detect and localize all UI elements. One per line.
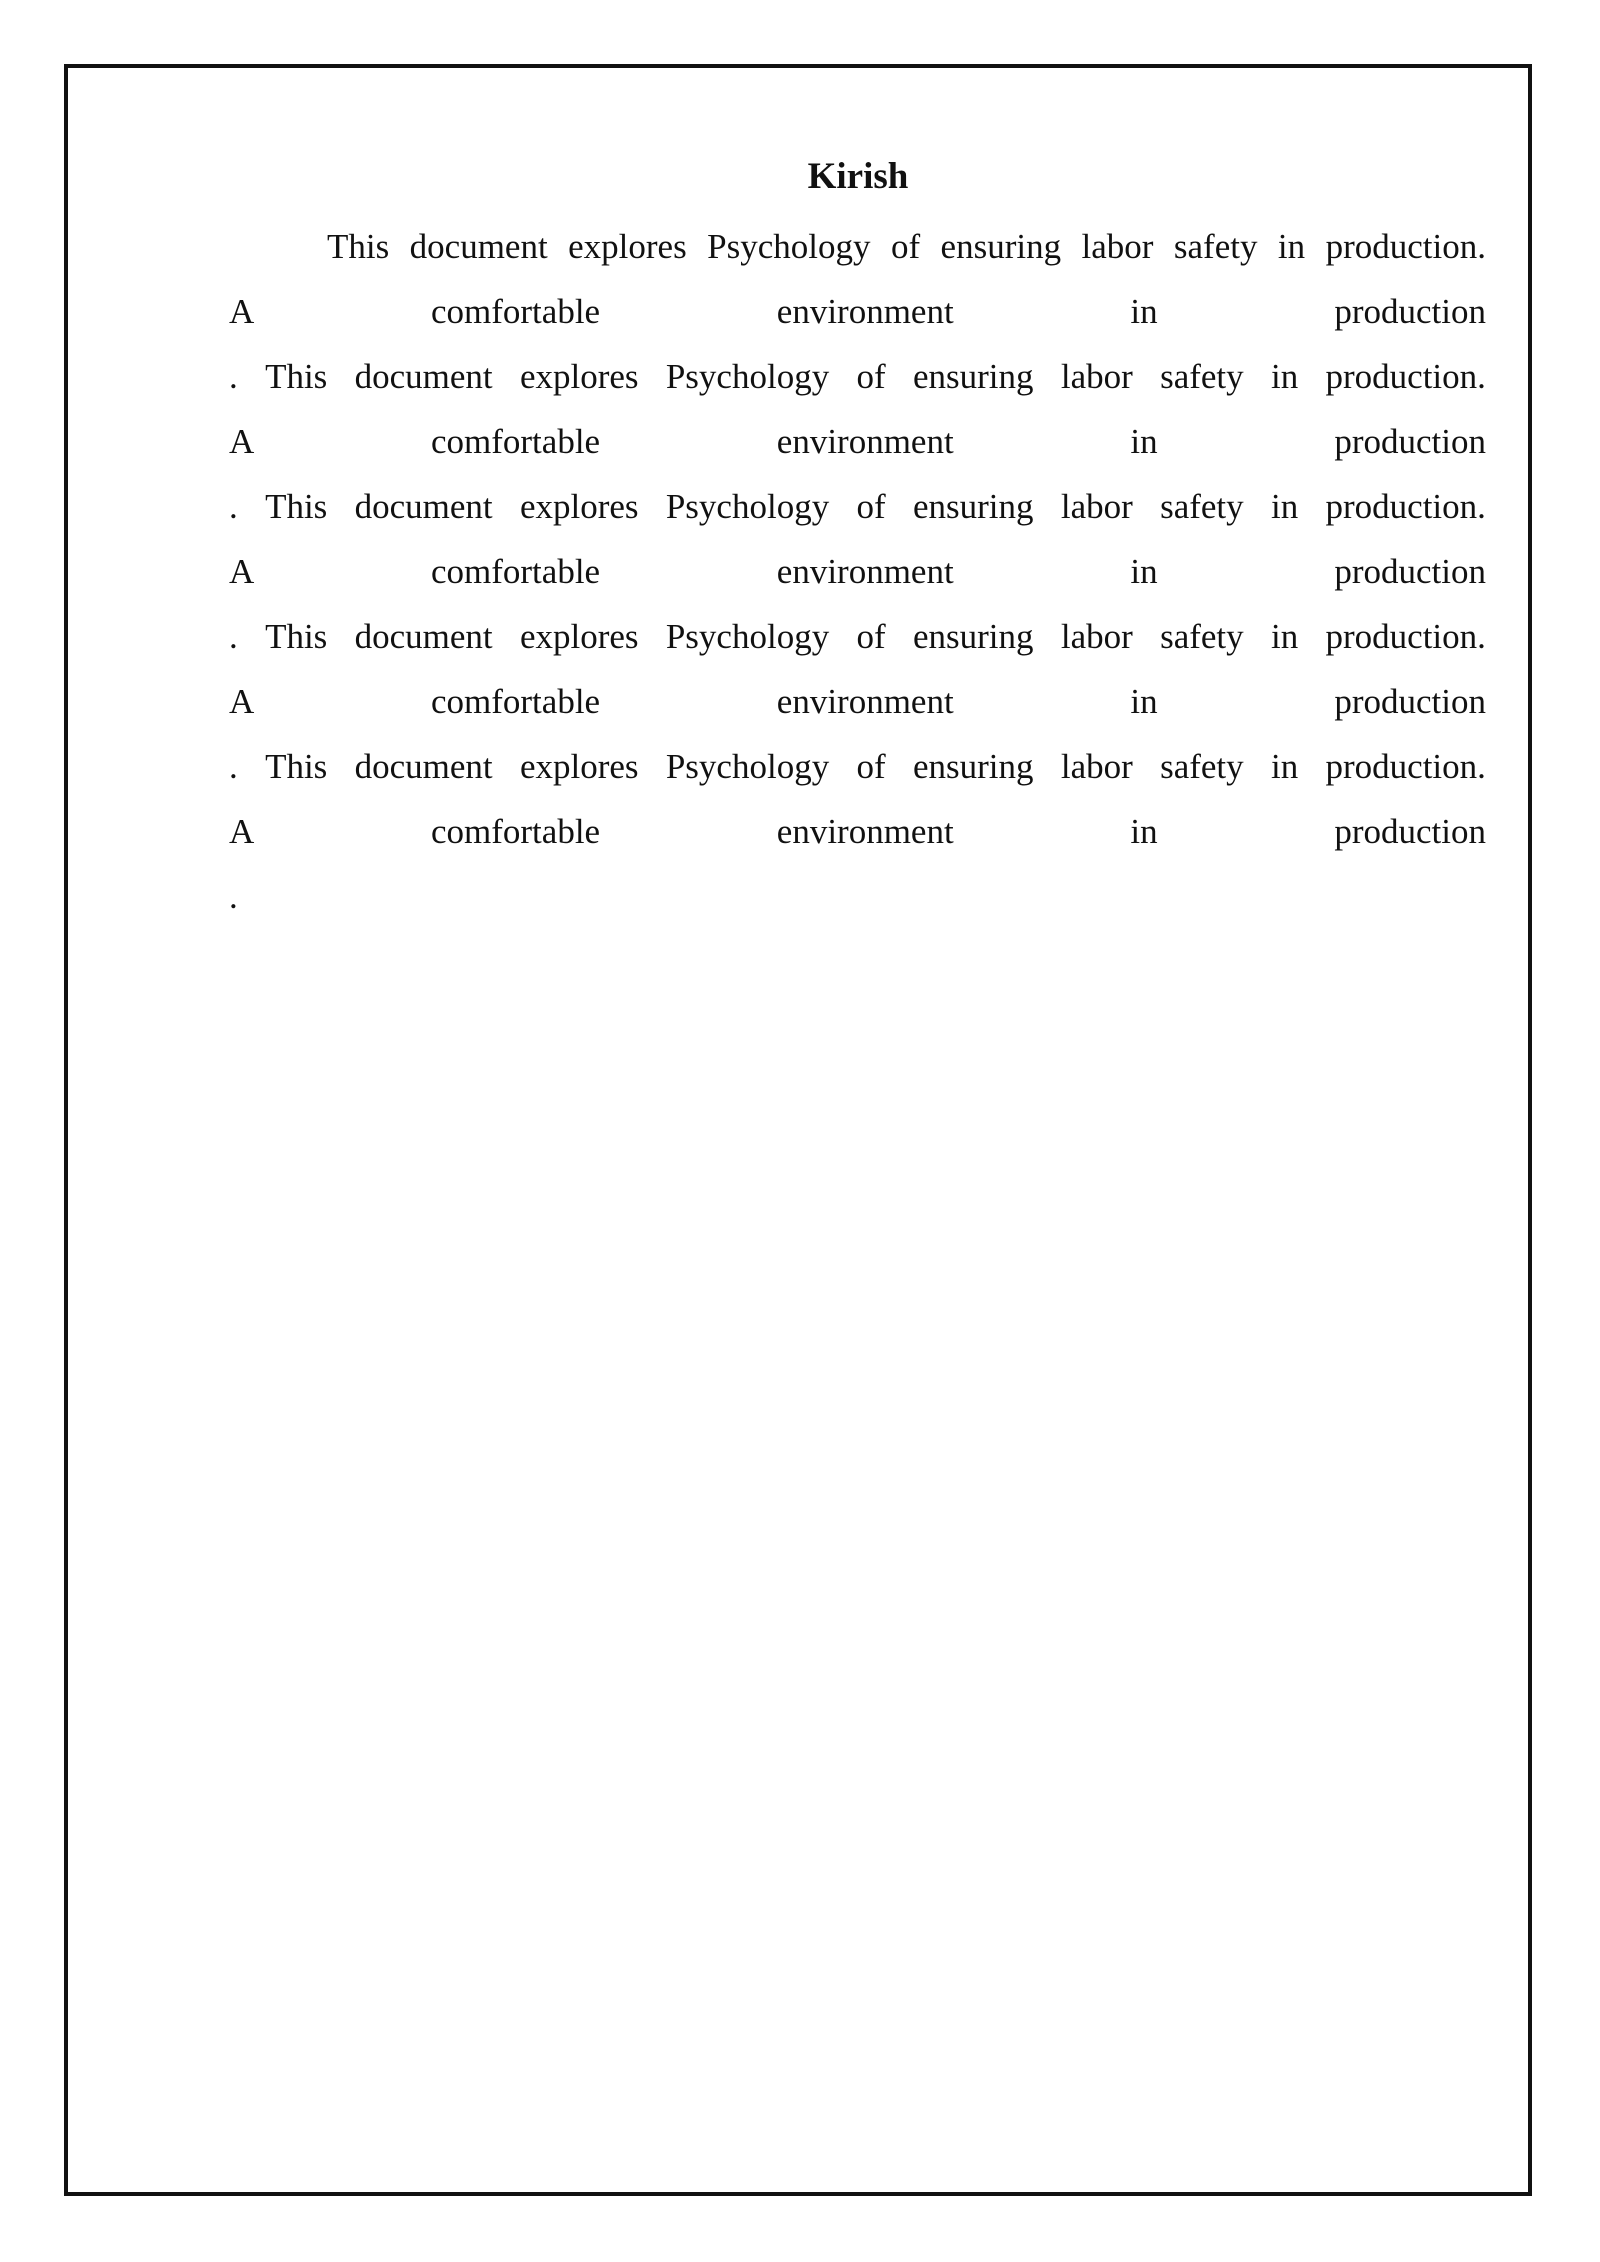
word: Psychology — [665, 487, 830, 526]
paragraph-line — [229, 799, 1486, 864]
word: in — [1270, 617, 1299, 656]
word: in — [1270, 747, 1299, 786]
word: environment — [776, 422, 954, 461]
paragraph-line — [229, 669, 1486, 734]
word: labor — [1060, 357, 1133, 396]
paragraph-line — [229, 539, 1486, 604]
word: environment — [776, 552, 954, 591]
word: ensuring — [912, 617, 1034, 656]
document-title: Kirish — [807, 156, 909, 197]
word: labor — [1060, 487, 1133, 526]
paragraph-line — [229, 409, 1486, 474]
word: of — [890, 227, 921, 266]
word: production. — [1325, 487, 1486, 526]
word: ensuring — [940, 227, 1062, 266]
word: production — [1334, 292, 1486, 331]
word: production — [1334, 422, 1486, 461]
word: ensuring — [912, 487, 1034, 526]
word: This — [265, 487, 328, 526]
word: production. — [1325, 227, 1486, 266]
word: . — [229, 747, 238, 786]
word: safety — [1160, 357, 1244, 396]
paragraph-line — [229, 734, 1486, 799]
word: labor — [1081, 227, 1154, 266]
word: production — [1334, 552, 1486, 591]
word: of — [856, 617, 886, 656]
word: comfortable — [430, 552, 601, 591]
word: labor — [1060, 747, 1133, 786]
word: production. — [1325, 747, 1486, 786]
word: document — [354, 357, 493, 396]
word: . — [229, 877, 238, 916]
word: in — [1130, 422, 1158, 461]
word: explores — [519, 487, 639, 526]
word: . — [229, 487, 238, 526]
word: comfortable — [430, 292, 601, 331]
word: in — [1130, 682, 1158, 721]
word: in — [1277, 227, 1306, 266]
word: Psychology — [665, 617, 830, 656]
word: Psychology — [707, 227, 871, 266]
word: A — [229, 812, 255, 851]
paragraph-line — [229, 474, 1486, 539]
word: A — [229, 552, 255, 591]
word: explores — [519, 747, 639, 786]
word: in — [1130, 552, 1158, 591]
word: document — [354, 617, 493, 656]
paragraph-line — [229, 279, 1486, 344]
word: of — [856, 357, 886, 396]
word: in — [1270, 487, 1299, 526]
paragraph-line — [229, 214, 1486, 279]
word: explores — [519, 617, 639, 656]
word: document — [409, 227, 548, 266]
word: production — [1334, 682, 1486, 721]
word: ensuring — [912, 747, 1034, 786]
word: environment — [776, 812, 954, 851]
word: This — [265, 617, 328, 656]
word: document — [354, 487, 493, 526]
word: in — [1130, 292, 1158, 331]
word: production. — [1325, 617, 1486, 656]
word: Psychology — [665, 357, 830, 396]
paragraph-line — [229, 344, 1486, 409]
paragraph-line — [229, 864, 1486, 929]
word: safety — [1160, 747, 1244, 786]
word: Psychology — [665, 747, 830, 786]
word: A — [229, 292, 255, 331]
word: comfortable — [430, 682, 601, 721]
word: explores — [519, 357, 639, 396]
word: of — [856, 487, 886, 526]
word: document — [354, 747, 493, 786]
word: in — [1130, 812, 1158, 851]
word: production. — [1325, 357, 1486, 396]
paragraph-line — [229, 604, 1486, 669]
word: safety — [1160, 487, 1244, 526]
word: comfortable — [430, 812, 601, 851]
word: environment — [776, 292, 954, 331]
word: This — [265, 747, 328, 786]
word: safety — [1160, 617, 1244, 656]
word: This — [265, 357, 328, 396]
word: A — [229, 682, 255, 721]
word: of — [856, 747, 886, 786]
word: comfortable — [430, 422, 601, 461]
document-body — [229, 214, 1486, 929]
word: This — [327, 227, 390, 266]
word: ensuring — [912, 357, 1034, 396]
word: safety — [1173, 227, 1258, 266]
word: explores — [568, 227, 687, 266]
word: labor — [1060, 617, 1133, 656]
word: . — [229, 357, 238, 396]
word: production — [1334, 812, 1486, 851]
word: A — [229, 422, 255, 461]
word: . — [229, 617, 238, 656]
word: in — [1270, 357, 1299, 396]
word: environment — [776, 682, 954, 721]
